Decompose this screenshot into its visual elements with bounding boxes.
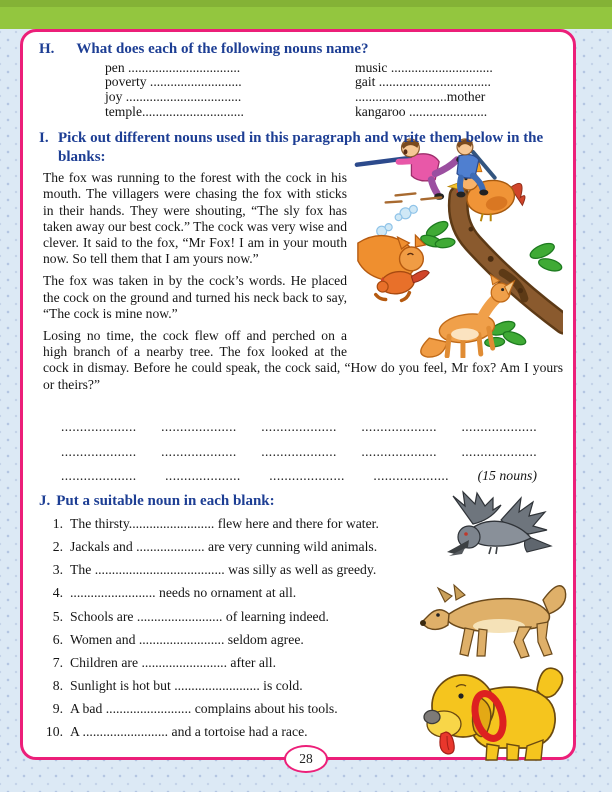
item-number: 2. <box>52 538 63 554</box>
noun-entry: poverty ........................... <box>105 74 242 90</box>
list-item <box>39 655 479 670</box>
item-text: The thirsty......................... flew here and there for water. <box>70 515 379 531</box>
fill-in-list <box>39 516 479 740</box>
section-h-letter: H. <box>39 41 55 57</box>
section-h-right-column <box>355 61 573 121</box>
noun-entry: music .............................. <box>355 59 493 75</box>
list-item <box>39 701 479 716</box>
item-text: A ......................... and a tortoise had a race. <box>70 724 308 740</box>
list-item <box>39 585 479 600</box>
list-item <box>39 516 479 531</box>
story-paragraph: Losing no time, the cock flew off and perched on a high branch of a nearby tree. The fox looked at the cock in dismay. Before he could speak, the cock said, “How do you feel, Mr fox? Am I yours or theirs?” <box>43 327 563 392</box>
list-item <box>39 562 479 577</box>
noun-count-note: (15 nouns) <box>477 468 537 484</box>
answer-blank: .................... <box>461 443 537 459</box>
noun-blanks <box>39 411 563 485</box>
item-number: 3. <box>52 562 63 578</box>
item-text: Children are ......................... after all. <box>70 654 277 670</box>
item-text: Sunlight is hot but ......................... is cold. <box>70 678 303 694</box>
story-paragraph: The fox was taken in by the cock’s words. He placed the cock on the ground and turned his neck back to say, “The cock is mine now.” <box>43 273 347 321</box>
noun-entry: pen ................................. <box>105 59 241 75</box>
section-i-letter: I. <box>39 130 49 147</box>
item-number: 4. <box>52 585 63 601</box>
fox-chase-scene-icon <box>353 134 563 358</box>
list-item <box>39 724 479 739</box>
noun-entry: ...........................mother <box>355 89 486 105</box>
noun-entry: kangaroo ....................... <box>355 104 488 120</box>
answer-blank: .................... <box>161 419 237 435</box>
page-number: 28 <box>299 751 313 766</box>
section-j-letter: J. <box>39 493 51 510</box>
answer-blank: .................... <box>61 468 137 484</box>
item-number: 9. <box>52 701 63 717</box>
answer-blank: .................... <box>361 443 437 459</box>
item-number: 5. <box>52 608 63 624</box>
crow-illustration <box>435 490 555 568</box>
list-item <box>39 539 479 554</box>
page-number-badge <box>284 745 328 773</box>
fox-chase-scene-illustration <box>353 134 563 358</box>
answer-blank: .................... <box>161 443 237 459</box>
item-text: ......................... needs no ornament at all. <box>70 585 297 601</box>
answer-blank: .................... <box>373 468 449 484</box>
item-text: Schools are ......................... of learning indeed. <box>70 608 329 624</box>
dog-icon <box>423 654 565 764</box>
section-i-title: Pick out different nouns used in this paragraph and write them below in the blanks: <box>58 130 544 165</box>
page-content <box>23 32 573 757</box>
blank-row <box>61 460 537 485</box>
item-number: 7. <box>52 654 63 670</box>
item-number: 6. <box>52 631 63 647</box>
page-frame <box>20 29 576 760</box>
item-number: 1. <box>52 515 63 531</box>
section-i <box>39 129 563 484</box>
item-text: The ...................................... was silly as well as greedy. <box>70 562 377 578</box>
noun-entry: joy .................................. <box>105 89 242 105</box>
list-item <box>39 678 479 693</box>
story-paragraph: The fox was running to the forest with the cock in his mouth. The villagers were chasing the fox with sticks in their hands. They were shouting, “The sly fox has taken away our best cock.” The cock was very wise and clever. It said to the fox, “Mr Fox! I am in your mouth now. So tell them that I am yours now.” <box>43 170 347 267</box>
blank-row <box>61 435 537 460</box>
section-h-title: What does each of the following nouns name? <box>76 41 369 57</box>
answer-blank: .................... <box>461 419 537 435</box>
item-number: 10. <box>45 724 63 740</box>
crow-icon <box>435 490 555 568</box>
item-text: Women and ......................... seldom agree. <box>70 631 304 647</box>
section-h-entries <box>105 61 563 121</box>
answer-blank: .................... <box>261 443 337 459</box>
item-text: Jackals and .................... are very cunning wild animals. <box>70 538 378 554</box>
blank-row <box>61 411 537 436</box>
answer-blank: .................... <box>61 419 137 435</box>
answer-blank: .................... <box>165 468 241 484</box>
answer-blank: .................... <box>61 443 137 459</box>
answer-blank: .................... <box>361 419 437 435</box>
item-text: A bad ......................... complains about his tools. <box>70 701 338 717</box>
top-green-band <box>0 0 612 29</box>
answer-blank: .................... <box>261 419 337 435</box>
item-number: 8. <box>52 678 63 694</box>
section-h <box>39 40 563 120</box>
section-h-heading <box>39 40 563 59</box>
noun-entry: temple.............................. <box>105 104 244 120</box>
story-block <box>39 170 563 399</box>
jackal-illustration <box>419 572 571 664</box>
noun-entry: gait ................................. <box>355 74 491 90</box>
list-item <box>39 609 479 624</box>
section-h-left-column <box>105 61 355 121</box>
section-i-heading <box>39 129 563 166</box>
list-item <box>39 632 479 647</box>
section-j-title: Put a suitable noun in each blank: <box>56 493 275 510</box>
answer-blank: .................... <box>269 468 345 484</box>
dog-illustration <box>423 654 565 764</box>
jackal-icon <box>419 572 571 664</box>
